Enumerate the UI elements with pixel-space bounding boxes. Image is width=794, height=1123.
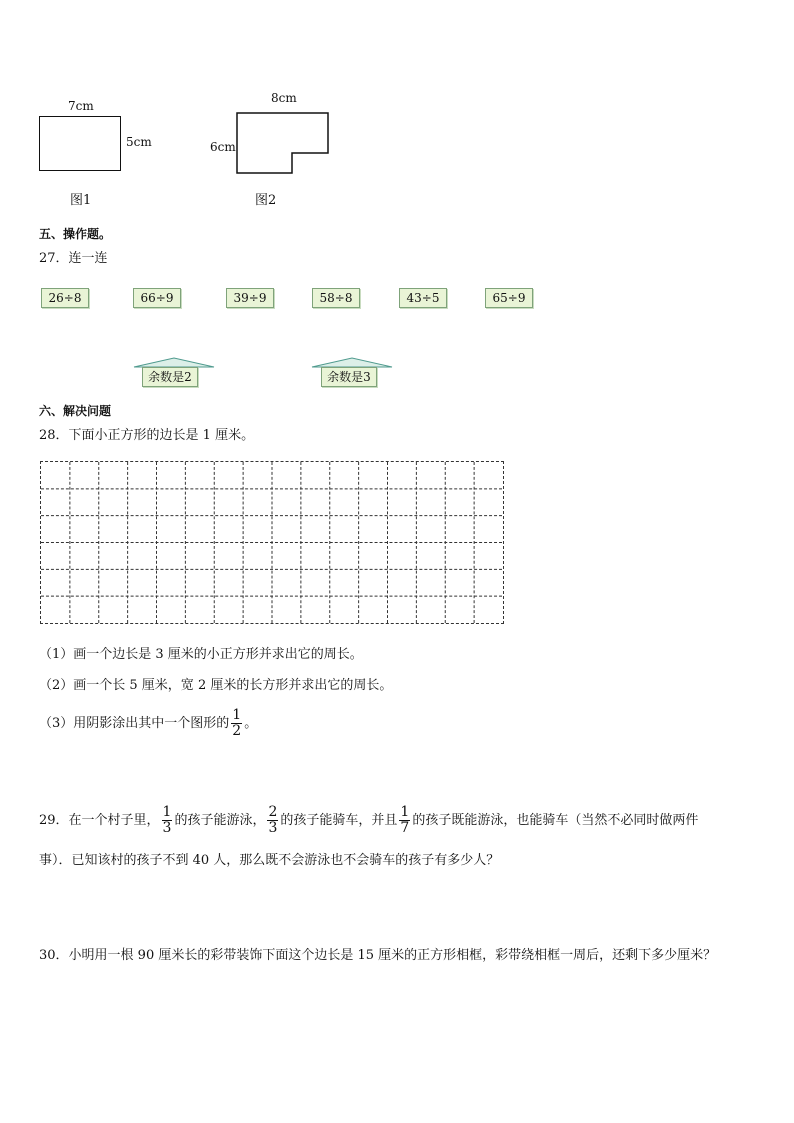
expression-box[interactable]: 58÷8 <box>312 288 360 308</box>
expression-box[interactable]: 26÷8 <box>41 288 89 308</box>
q28-part3-end: 。 <box>244 715 258 731</box>
fraction-denominator: 7 <box>400 820 410 836</box>
fraction-numerator: 1 <box>232 707 242 723</box>
q28-intro: 28．下面小正方形的边长是 1 厘米。 <box>39 428 255 443</box>
q29-line1 <box>39 805 698 836</box>
fraction-numerator: 1 <box>162 804 172 820</box>
fraction-numerator: 2 <box>268 804 278 820</box>
expression-box[interactable]: 65÷9 <box>485 288 533 308</box>
fraction-denominator: 3 <box>162 820 172 836</box>
fig2-side-label: 6cm <box>210 140 236 154</box>
fig2-caption: 图2 <box>255 193 277 208</box>
q29-text-3: 的孩子能骑车，并且 <box>280 812 398 828</box>
q28-part2: （2）画一个长 5 厘米，宽 2 厘米的长方形并求出它的周长。 <box>39 678 393 693</box>
fig1-caption: 图1 <box>70 193 92 208</box>
remainder-3-target[interactable]: 余数是3 <box>321 367 377 387</box>
fraction-denominator: 2 <box>232 723 242 739</box>
fig2-top-label: 8cm <box>271 91 297 105</box>
q29-text-4: 的孩子既能游泳，也能骑车（当然不必同时做两件 <box>412 812 699 828</box>
q29-text-1: 29．在一个村子里， <box>39 812 160 828</box>
expression-box[interactable]: 66÷9 <box>133 288 181 308</box>
expression-box[interactable]: 39÷9 <box>226 288 274 308</box>
q28-part1: （1）画一个边长是 3 厘米的小正方形并求出它的周长。 <box>39 647 363 662</box>
dashed-square-grid[interactable] <box>40 461 504 624</box>
section5-title: 五、操作题。 <box>39 227 112 241</box>
fraction-denominator: 3 <box>268 820 278 836</box>
remainder-2-target[interactable]: 余数是2 <box>142 367 198 387</box>
fraction-one-half <box>231 708 242 739</box>
fig1-top-label: 7cm <box>68 99 94 113</box>
fig2-l-shape <box>234 110 332 176</box>
section6-title: 六、解决问题 <box>39 404 112 418</box>
fraction-one-third <box>162 805 173 836</box>
fraction-one-seventh <box>399 805 410 836</box>
q27-label: 27．连一连 <box>39 251 108 266</box>
expression-box[interactable]: 43÷5 <box>399 288 447 308</box>
fig1-rectangle <box>39 116 121 171</box>
q28-part3 <box>39 708 257 739</box>
q29-text-2: 的孩子能游泳， <box>174 812 266 828</box>
fraction-numerator: 1 <box>400 804 410 820</box>
fraction-two-thirds <box>267 805 278 836</box>
fig1-side-label: 5cm <box>126 135 152 149</box>
q28-part3-text: （3）用阴影涂出其中一个图形的 <box>39 715 230 731</box>
q30-text: 30．小明用一根 90 厘米长的彩带装饰下面这个边长是 15 厘米的正方形相框，彩带绕相框一周后，还剩下多少厘米？ <box>39 948 717 963</box>
q29-line2: 事）．已知该村的孩子不到 40 人，那么既不会游泳也不会骑车的孩子有多少人？ <box>39 853 500 868</box>
